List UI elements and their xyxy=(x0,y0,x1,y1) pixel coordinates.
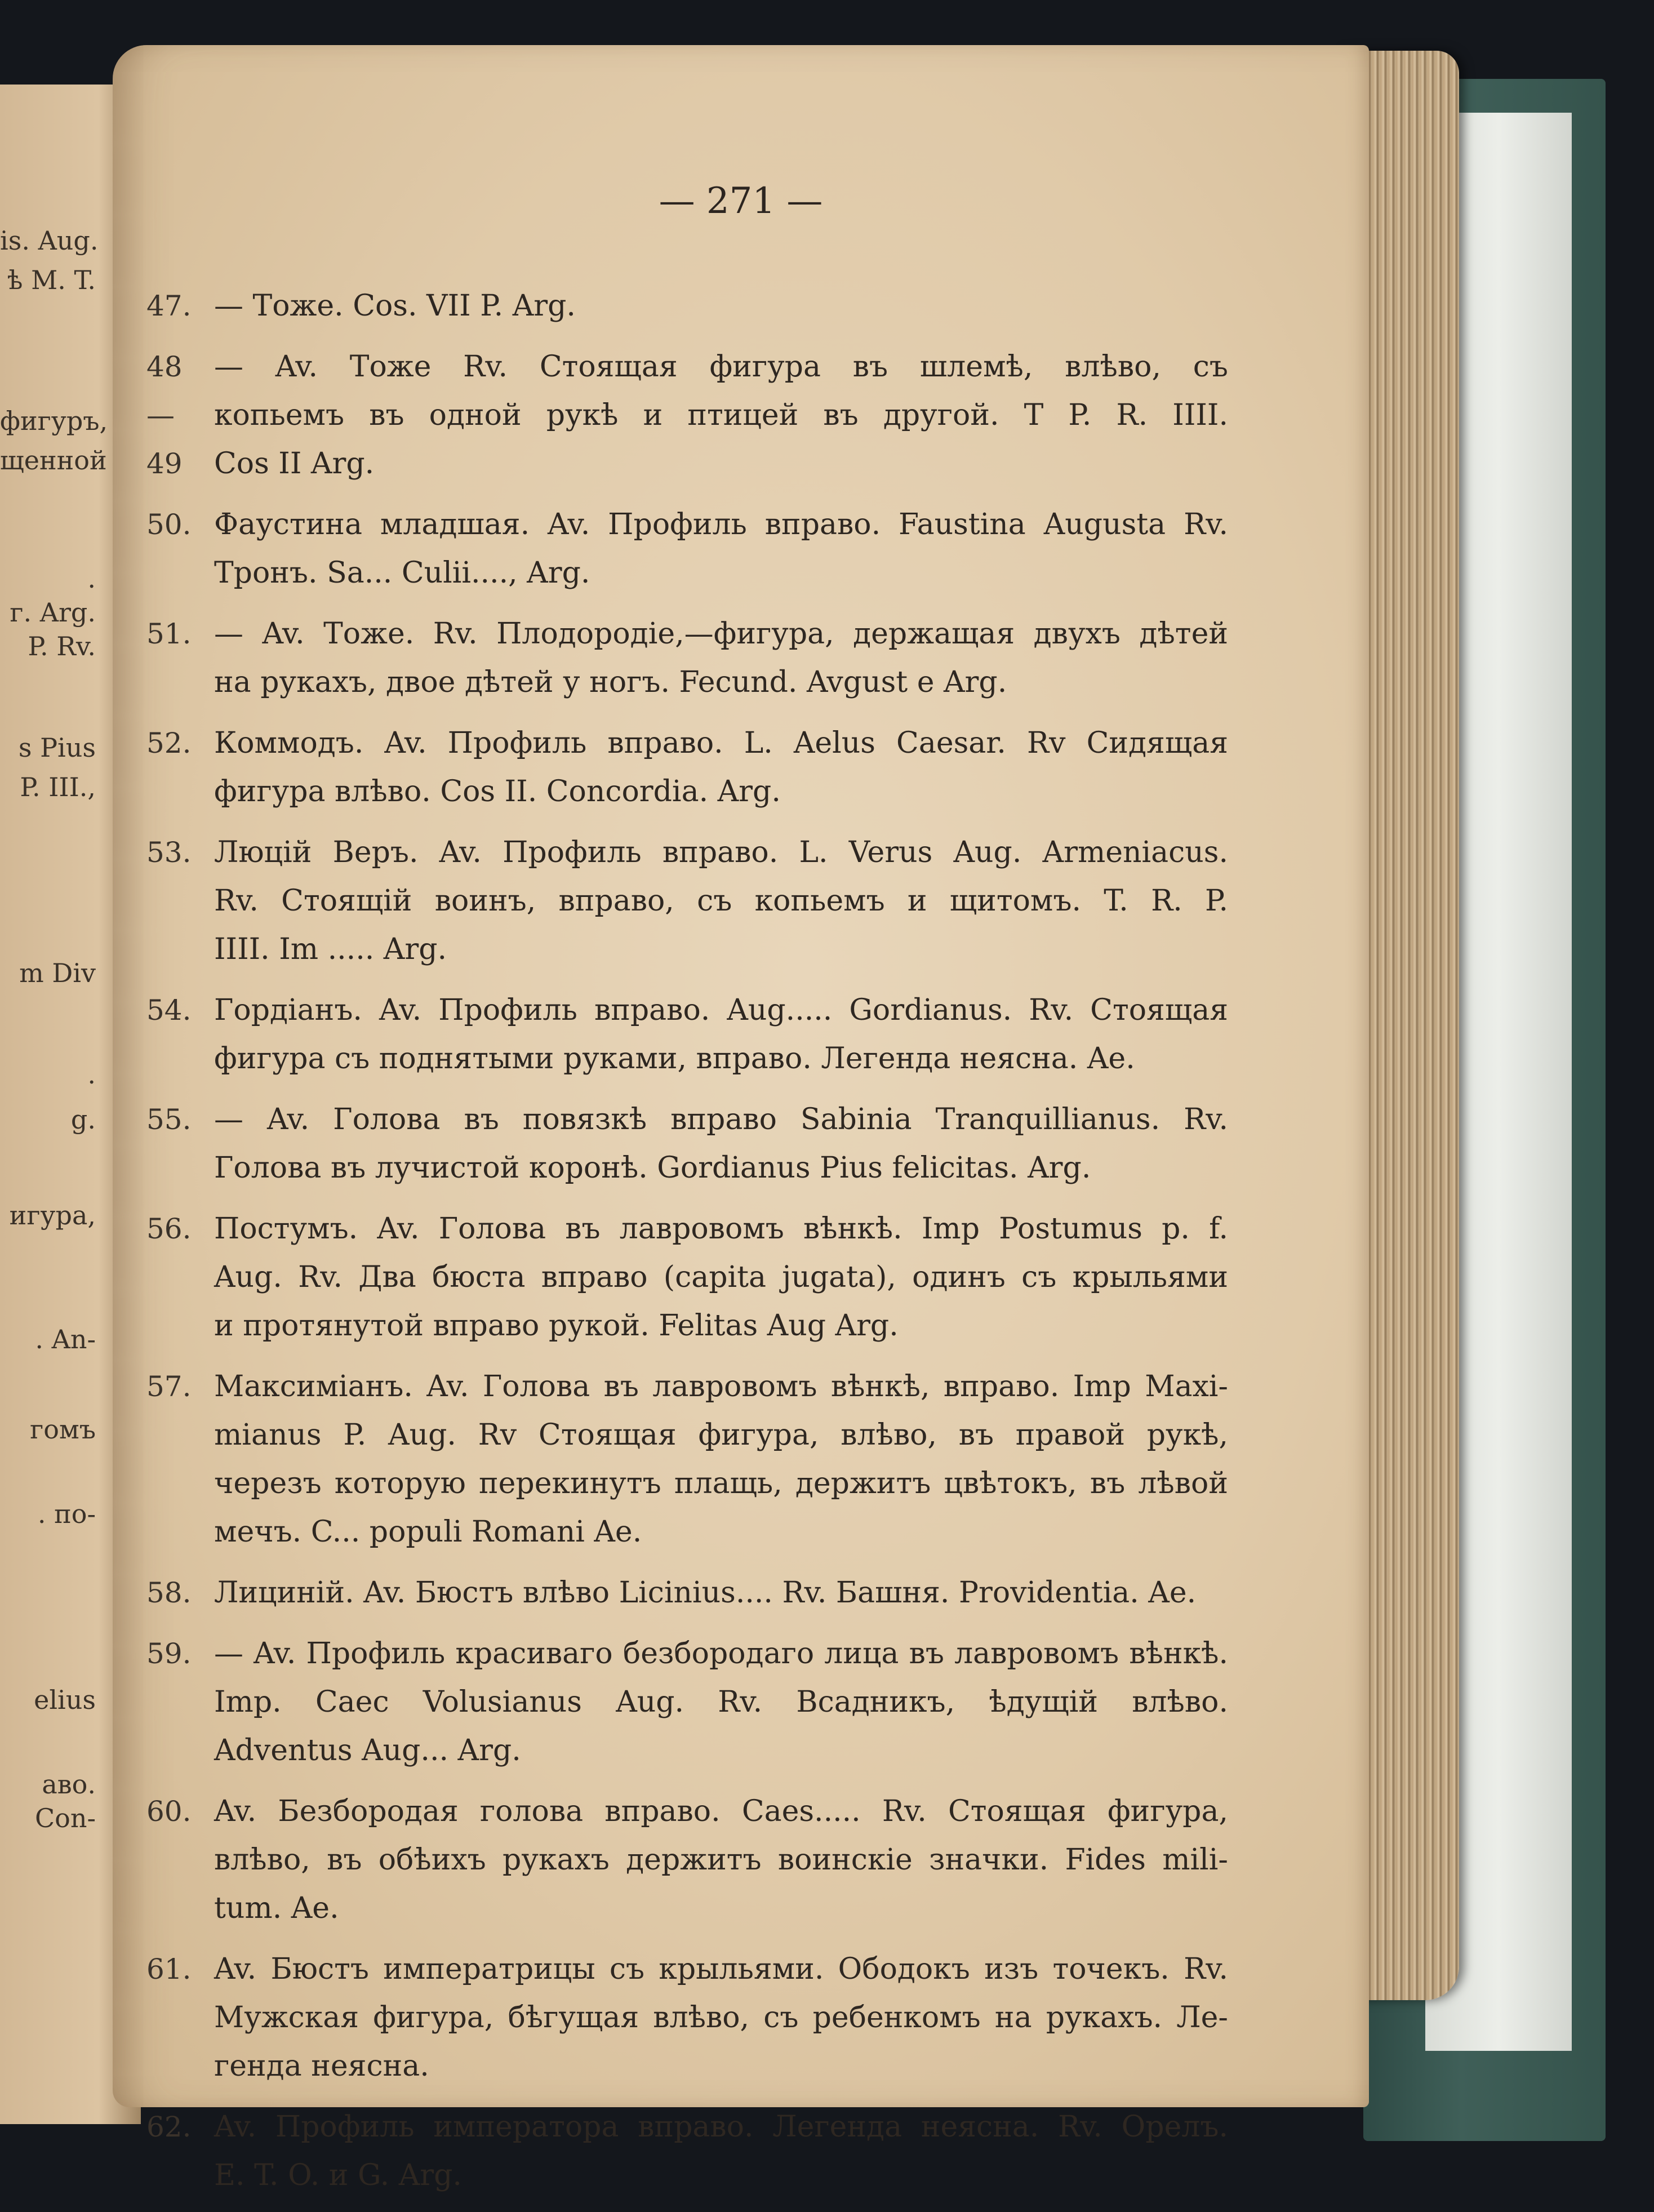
left-page-fragment: . xyxy=(87,1059,96,1090)
entry-text-line: Люцій Веръ. Av. Профиль вправо. L. Verus Aug. Armeniacus. xyxy=(214,836,1228,869)
entry-text-line: Av. Безбородая голова вправо. Caes..... Rv. Стоящая фигура, xyxy=(214,1795,1228,1828)
book-page xyxy=(113,45,1369,2192)
entry-text-line: и протянутой вправо рукой. Felitas Aug Arg. xyxy=(214,1309,899,1343)
catalog-entry xyxy=(146,500,1228,597)
entry-text-line: tum. Ae. xyxy=(214,1891,339,1925)
entry-text-line: Imp. Caec Volusianus Aug. Rv. Всадникъ, ѣдущій влѣво. xyxy=(214,1685,1228,1719)
entry-text-line: Постумъ. Av. Голова въ лавровомъ вѣнкѣ. Imp Postumus p. f. xyxy=(214,1212,1228,1246)
entry-number: 62. xyxy=(146,2111,192,2143)
entry-text-line: Коммодъ. Av. Профиль вправо. L. Aelus Caesar. Rv Сидящая xyxy=(214,726,1228,760)
entry-text-line: mianus P. Aug. Rv Стоящая фигура, влѣво, въ правой рукѣ, xyxy=(214,1418,1228,1452)
entry-number: 53. xyxy=(146,836,192,869)
entry-number: 55. xyxy=(146,1103,192,1136)
left-page-fragment: ѣ M. T. xyxy=(7,265,96,295)
entry-text-line: фигура съ поднятыми руками, вправо. Легенда неясна. Ae. xyxy=(214,1042,1135,1076)
entry-text-line: Rv. Стоящій воинъ, вправо, съ копьемъ и щитомъ. T. R. P. xyxy=(214,884,1228,918)
entry-number: 47. xyxy=(146,290,192,322)
catalog-entry xyxy=(146,1362,1228,1556)
entry-text-line: копьемъ въ одной рукѣ и птицей въ другой. T P. R. IIII. xyxy=(214,398,1228,432)
entry-text-line: Голова въ лучистой коронѣ. Gordianus Pius felicitas. Arg. xyxy=(214,1151,1091,1185)
entry-text-line: E. T. O. и G. Arg. xyxy=(214,2158,462,2192)
entry-text-line: — Av. Профиль красиваго безбородаго лица въ лавровомъ вѣнкѣ. xyxy=(214,1637,1228,1671)
catalog-entry xyxy=(146,719,1228,816)
entry-text-line: Максиміанъ. Av. Голова въ лавровомъ вѣнкѣ, вправо. Imp Maxi- xyxy=(214,1370,1228,1403)
left-page-fragment: . xyxy=(87,563,96,594)
entry-number: 54. xyxy=(146,994,192,1027)
catalog-entry xyxy=(146,1569,1228,1617)
entry-text-line: — Тоже. Cos. VII P. Arg. xyxy=(214,289,576,323)
entry-text-line: Av. Профиль императора вправо. Легенда неясна. Rv. Орелъ. xyxy=(214,2110,1228,2144)
entry-number: 56. xyxy=(146,1212,192,1245)
entry-text-line: — Av. Голова въ повязкѣ вправо Sabinia Tranquillianus. Rv. xyxy=(214,1103,1228,1136)
entry-text-line: Тронъ. Sa... Culii...., Arg. xyxy=(214,556,590,590)
entry-text-line: фигура влѣво. Cos II. Concordia. Arg. xyxy=(214,775,781,809)
catalog-entry xyxy=(146,1945,1228,2090)
entry-text-line: — Av. Тоже. Rv. Плодородіе,—фигура, держащая двухъ дѣтей xyxy=(214,617,1228,651)
left-page-fragment: гомъ xyxy=(30,1414,96,1445)
left-page-fragment: г. Arg. xyxy=(10,597,96,628)
entry-text-line: Лициній. Av. Бюстъ влѣво Licinius.... Rv. Башня. Providentia. Ae. xyxy=(214,1576,1197,1610)
entry-text-line: Cos II Arg. xyxy=(214,447,375,481)
entry-text-line: мечъ. C... populi Romani Ae. xyxy=(214,1515,642,1549)
entry-text-line: генда неясна. xyxy=(214,2049,429,2083)
entry-number: 48—49 xyxy=(146,350,183,480)
entry-text-line: Aug. Rv. Два бюста вправо (capita jugata), одинъ съ крыльями xyxy=(214,1260,1228,1294)
entry-text-line: — Av. Тоже Rv. Стоящая фигура въ шлемѣ, влѣво, съ xyxy=(214,350,1228,384)
left-page-fragment: P. Rv. xyxy=(28,631,96,661)
entry-text-line: Av. Бюстъ императрицы съ крыльями. Ободокъ изъ точекъ. Rv. xyxy=(214,1952,1228,1986)
page-number: — 271 — xyxy=(659,180,823,222)
catalog-entry xyxy=(146,1095,1228,1192)
left-page-fragment: g. xyxy=(70,1104,96,1135)
left-page-fragment: аво. xyxy=(42,1769,96,1800)
entry-text-line: Adventus Aug... Arg. xyxy=(214,1734,521,1767)
entry-number: 50. xyxy=(146,508,192,541)
left-page-fragment: P. III., xyxy=(20,772,96,802)
catalog-entry xyxy=(146,1787,1228,1933)
catalog-entry xyxy=(146,610,1228,707)
left-page-fragment: щенной xyxy=(0,445,107,476)
left-page-fragment: игура, xyxy=(9,1200,96,1231)
catalog-entry xyxy=(146,1629,1228,1775)
catalog-entry xyxy=(146,1205,1228,1350)
left-page-fragment: фигуръ, xyxy=(0,406,108,436)
entry-text-line: на рукахъ, двое дѣтей у ногъ. Fecund. Avgust e Arg. xyxy=(214,665,1007,699)
left-page-fragment: s Pius xyxy=(18,732,96,763)
entry-text-line: Гордіанъ. Av. Профиль вправо. Aug..... Gordianus. Rv. Стоящая xyxy=(214,993,1228,1027)
entry-text-line: Фаустина младшая. Av. Профиль вправо. Faustina Augusta Rv. xyxy=(214,508,1228,541)
entry-text-line: черезъ которую перекинутъ плащь, держитъ цвѣтокъ, въ лѣвой xyxy=(214,1467,1228,1500)
entry-number: 58. xyxy=(146,1576,192,1609)
entry-number: 61. xyxy=(146,1953,192,1986)
entry-text-line: IIII. Im ..... Arg. xyxy=(214,932,447,966)
catalog-entry xyxy=(146,986,1228,1083)
entry-number: 51. xyxy=(146,618,192,650)
entry-number: 60. xyxy=(146,1795,192,1828)
left-page-fragment: m Div xyxy=(19,958,96,988)
catalog-entries xyxy=(146,282,1228,2212)
entry-text-line: влѣво, въ обѣихъ рукахъ держитъ воинскіе значки. Fides mili- xyxy=(214,1843,1228,1877)
catalog-entry xyxy=(146,282,1228,330)
entry-text-line: Мужская фигура, бѣгущая влѣво, съ ребенкомъ на рукахъ. Ле- xyxy=(214,2001,1228,2035)
catalog-entry xyxy=(146,828,1228,974)
catalog-entry xyxy=(146,2103,1228,2200)
entry-number: 52. xyxy=(146,727,192,759)
left-page-fragment: Con- xyxy=(34,1803,96,1833)
entry-number: 59. xyxy=(146,1637,192,1670)
left-page-fragment: elius xyxy=(34,1685,96,1715)
entry-number: 57. xyxy=(146,1370,192,1403)
left-page-fragment: . по- xyxy=(37,1499,96,1529)
left-page-fragment: is. Aug. xyxy=(0,225,99,256)
catalog-entry xyxy=(146,343,1228,488)
left-page-fragment: . An- xyxy=(35,1324,96,1354)
